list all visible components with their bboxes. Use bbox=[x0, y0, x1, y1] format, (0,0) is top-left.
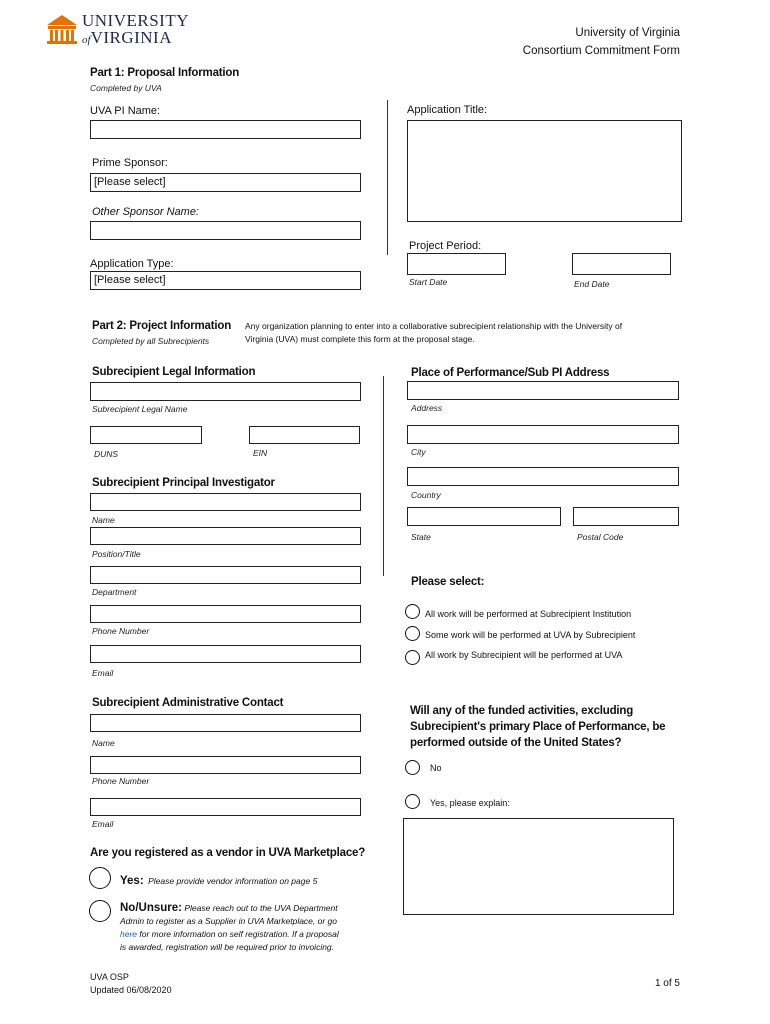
page-number: 1 of 5 bbox=[654, 978, 680, 989]
work-location-radio-3[interactable] bbox=[405, 650, 420, 665]
work-location-option-3: All work by Subrecipient will be performed at UVA bbox=[425, 650, 623, 660]
header-title-line1: University of Virginia bbox=[575, 27, 680, 39]
vendor-no-radio[interactable] bbox=[89, 900, 111, 922]
logo-line1: UNIVERSITY bbox=[82, 11, 189, 30]
vendor-yes-text: Please provide vendor information on page 5 bbox=[148, 876, 318, 886]
state-caption: State bbox=[411, 532, 431, 542]
address-caption: Address bbox=[411, 403, 443, 413]
pi-phone-caption: Phone Number bbox=[92, 626, 150, 636]
pi-email-caption: Email bbox=[92, 668, 114, 678]
work-location-option-1: All work will be performed at Subrecipient Institution bbox=[425, 609, 632, 619]
logo-wordmark bbox=[82, 12, 189, 49]
work-location-radio-2[interactable] bbox=[405, 626, 420, 641]
admin-email-caption: Email bbox=[92, 819, 114, 829]
outside-us-explain-field[interactable] bbox=[403, 818, 674, 915]
pi-section-title: Subrecipient Principal Investigator bbox=[92, 477, 275, 489]
vendor-no-text-line3: for more information on self registration. If a proposal bbox=[139, 929, 339, 939]
address-field[interactable] bbox=[407, 381, 679, 400]
prime-sponsor-select[interactable] bbox=[90, 173, 361, 192]
duns-field[interactable] bbox=[90, 426, 202, 444]
part2-intro-line2: Virginia (UVA) must complete this form at the proposal stage. bbox=[245, 334, 475, 344]
application-type-label: Application Type: bbox=[90, 258, 174, 270]
pi-position-field[interactable] bbox=[90, 527, 361, 545]
admin-email-field[interactable] bbox=[90, 798, 361, 816]
admin-contact-title: Subrecipient Administrative Contact bbox=[92, 697, 284, 709]
city-caption: City bbox=[411, 447, 426, 457]
admin-phone-field[interactable] bbox=[90, 756, 361, 774]
pi-name-label: UVA PI Name: bbox=[90, 105, 161, 117]
ein-caption: EIN bbox=[253, 448, 268, 458]
outside-us-question bbox=[410, 703, 665, 751]
part2-intro-line1: Any organization planning to enter into a collaborative subrecipient relationship with the University of bbox=[245, 321, 623, 331]
vendor-yes-bold: Yes: bbox=[120, 875, 144, 887]
vendor-yes-radio[interactable] bbox=[89, 867, 111, 889]
vendor-registration-link[interactable]: here bbox=[120, 929, 138, 939]
end-date-caption: End Date bbox=[574, 279, 610, 289]
please-select-title: Please select: bbox=[411, 576, 485, 588]
admin-name-caption: Name bbox=[92, 738, 115, 748]
pi-name-caption: Name bbox=[92, 515, 115, 525]
outside-us-yes-radio[interactable] bbox=[405, 794, 420, 809]
vendor-yes-option bbox=[120, 871, 317, 889]
admin-name-field[interactable] bbox=[90, 714, 361, 732]
work-location-radio-1[interactable] bbox=[405, 604, 420, 619]
admin-phone-caption: Phone Number bbox=[92, 776, 150, 786]
other-sponsor-label: Other Sponsor Name: bbox=[92, 206, 199, 218]
logo-line2: VIRGINIA bbox=[90, 28, 172, 47]
part2-intro bbox=[245, 320, 622, 346]
start-date-field[interactable] bbox=[407, 253, 506, 275]
pi-department-caption: Department bbox=[92, 587, 137, 597]
start-date-caption: Start Date bbox=[409, 277, 448, 287]
application-title-field[interactable] bbox=[407, 120, 682, 222]
prime-sponsor-value: [Please select] bbox=[94, 176, 166, 188]
postal-code-caption: Postal Code bbox=[577, 532, 624, 542]
duns-caption: DUNS bbox=[94, 449, 119, 459]
legal-info-title: Subrecipient Legal Information bbox=[92, 366, 256, 378]
outside-us-yes-label: Yes, please explain: bbox=[430, 798, 510, 808]
place-title: Place of Performance/Sub PI Address bbox=[411, 367, 610, 379]
vendor-no-text-line1: Please reach out to the UVA Department bbox=[184, 903, 338, 913]
part1-subtitle: Completed by UVA bbox=[90, 83, 162, 93]
footer-org: UVA OSP bbox=[90, 972, 129, 982]
form-header-title bbox=[523, 24, 680, 60]
vendor-no-text-line2: Admin to register as a Supplier in UVA Marketplace, or go bbox=[120, 916, 338, 926]
vendor-question: Are you registered as a vendor in UVA Marketplace? bbox=[90, 847, 366, 859]
pi-name-input[interactable] bbox=[90, 493, 361, 511]
pi-position-caption: Position/Title bbox=[92, 549, 141, 559]
application-type-select[interactable] bbox=[90, 271, 361, 290]
vendor-no-option bbox=[120, 902, 339, 954]
pi-phone-field[interactable] bbox=[90, 605, 361, 623]
footer-updated: Updated 06/08/2020 bbox=[90, 985, 172, 995]
footer-left bbox=[90, 971, 172, 997]
project-period-label: Project Period: bbox=[409, 240, 482, 252]
vendor-no-bold: No/Unsure: bbox=[120, 902, 182, 914]
ein-field[interactable] bbox=[249, 426, 360, 444]
legal-name-field[interactable] bbox=[90, 382, 361, 401]
application-type-value: [Please select] bbox=[94, 274, 166, 286]
part2-subtitle: Completed by all Subrecipients bbox=[92, 336, 210, 346]
part1-divider bbox=[387, 100, 388, 255]
other-sponsor-field[interactable] bbox=[90, 221, 361, 240]
outside-us-line2: Subrecipient's primary Place of Performance, be bbox=[410, 721, 666, 733]
vendor-no-text-line4: is awarded, registration will be required prior to invoicing. bbox=[120, 942, 335, 952]
part1-title: Part 1: Proposal Information bbox=[90, 67, 240, 79]
state-field[interactable] bbox=[407, 507, 561, 526]
rotunda-logo-icon bbox=[46, 13, 78, 45]
application-title-label: Application Title: bbox=[407, 104, 488, 116]
outside-us-no-label: No bbox=[430, 763, 442, 773]
work-location-option-2: Some work will be performed at UVA by Subrecipient bbox=[425, 630, 636, 640]
part2-divider bbox=[383, 376, 384, 576]
legal-name-caption: Subrecipient Legal Name bbox=[92, 404, 188, 414]
outside-us-line1: Will any of the funded activities, excluding bbox=[410, 705, 634, 717]
pi-name-field[interactable] bbox=[90, 120, 361, 139]
end-date-field[interactable] bbox=[572, 253, 671, 275]
pi-email-field[interactable] bbox=[90, 645, 361, 663]
pi-department-field[interactable] bbox=[90, 566, 361, 584]
part2-title: Part 2: Project Information bbox=[92, 320, 232, 332]
outside-us-no-radio[interactable] bbox=[405, 760, 420, 775]
country-field[interactable] bbox=[407, 467, 679, 486]
city-field[interactable] bbox=[407, 425, 679, 444]
prime-sponsor-label: Prime Sponsor: bbox=[92, 157, 168, 169]
header-title-line2: Consortium Commitment Form bbox=[522, 45, 680, 57]
outside-us-line3: performed outside of the United States? bbox=[410, 737, 622, 749]
logo-of: of bbox=[82, 34, 91, 46]
postal-code-field[interactable] bbox=[573, 507, 679, 526]
country-caption: Country bbox=[411, 490, 441, 500]
